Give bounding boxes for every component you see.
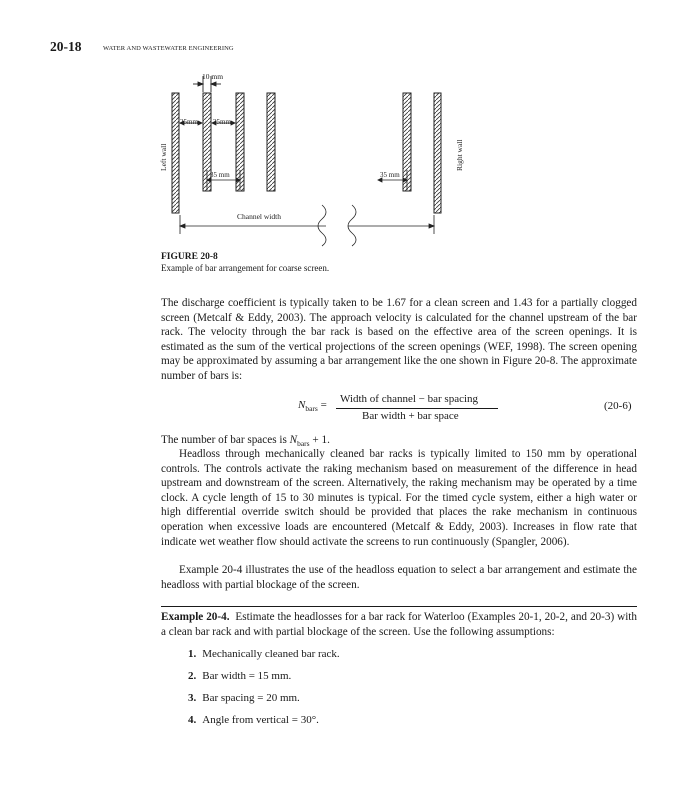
spacing-label-2: 25mm bbox=[213, 118, 231, 126]
page-number: 20-18 bbox=[50, 39, 82, 54]
spacing-label-1: 25mm bbox=[180, 118, 198, 126]
figure-caption-label: FIGURE 20-8 bbox=[161, 252, 218, 262]
assumption-item: 4. Angle from vertical = 30°. bbox=[188, 714, 319, 726]
left-wall bbox=[172, 93, 179, 213]
running-head: WATER AND WASTEWATER ENGINEERING bbox=[103, 45, 234, 52]
assumption-item: 3. Bar spacing = 20 mm. bbox=[188, 692, 300, 704]
paragraph-discharge-coefficient: The discharge coefficient is typically taken to be 1.67 for a clean screen and 1.43 for a partially clogged screen (Metcalf & Eddy, 2003). The approach velocity is calculated for the channel upstream of the bar rack. The velocity through the bar rack is based on the effective area of the screen openings. It is estimated as the sum of the vertical projections of the screen openings (WEF, 1998). The screen opening may be approximated by assuming a bar arrangement like the one shown in Figure 20-8. The approximate number of bars is: bbox=[161, 297, 637, 382]
equation-denominator: Bar width + bar space bbox=[362, 410, 459, 422]
equation-lhs: $N_{bars}$ = bbox=[298, 399, 327, 414]
paragraph-headloss: Headloss through mechanically cleaned bar racks is typically limited to 150 mm by operational controls. The controls activate the raking mechanism based on measurement of the difference in head upstream and downstream of the screen. Alternatively, the raking mechanism may be operated by a time clock. A cycle length of 15 to 30 minutes is typical. For the timed cycle system, either a high water or high differential override switch should be provided that places the rake mechanism in continuous operation when excessive loads are encountered (Metcalf & Eddy, 2003). Increases in flow rate that indicate wet weather flow should activate the screens to run continuously (Spangler, 2006). bbox=[161, 448, 637, 548]
assumption-item: 1. Mechanically cleaned bar rack. bbox=[188, 648, 340, 660]
channel-width-label: Channel width bbox=[237, 212, 281, 221]
paragraph-bar-spaces: The number of bar spaces is $N_{bars} + 1$. bbox=[161, 434, 330, 449]
break-mark-right bbox=[348, 205, 356, 246]
right-wall-label: Right wall bbox=[455, 139, 464, 171]
equation-fraction-line bbox=[336, 408, 498, 409]
bar-3 bbox=[267, 93, 275, 191]
channel-width-dimension bbox=[180, 215, 434, 234]
break-mark-left bbox=[318, 205, 326, 246]
example-divider bbox=[161, 606, 637, 607]
left-gap-label: 35 mm bbox=[210, 171, 230, 179]
example-statement: Example 20-4. Estimate the headlosses for a bar rack for Waterloo (Examples 20-1, 20-2, and 20-3) with a clean bar rack and with partial blockage of the screen. Use the following assumptions: bbox=[161, 611, 637, 638]
right-wall bbox=[434, 93, 441, 213]
left-wall-label: Left wall bbox=[159, 143, 168, 171]
paragraph-example-intro: Example 20-4 illustrates the use of the headloss equation to select a bar arrangement and estimate the headloss with partial blockage of the screen. bbox=[161, 564, 637, 591]
bar-arrangement-figure bbox=[0, 0, 689, 250]
assumption-item: 2. Bar width = 15 mm. bbox=[188, 670, 292, 682]
figure-caption-text: Example of bar arrangement for coarse screen. bbox=[161, 263, 330, 273]
bar-width-label: 10 mm bbox=[202, 72, 224, 81]
right-gap-label: 35 mm bbox=[380, 171, 400, 179]
equation-numerator: Width of channel − bar spacing bbox=[340, 393, 479, 405]
equation-number: (20-6) bbox=[604, 400, 632, 412]
